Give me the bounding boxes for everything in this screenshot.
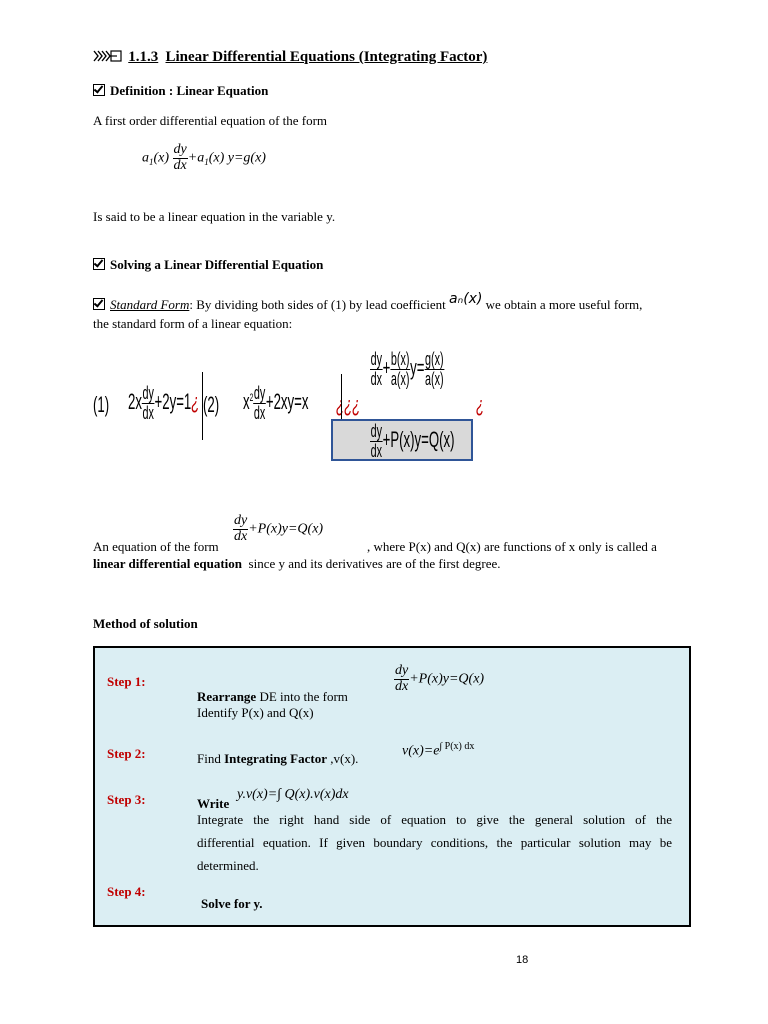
definition-conclusion: Is said to be a linear equation in the variable y. [93, 209, 336, 224]
standard-form-line1: Standard Form: By dividing both sides of (1) by lead coefficient aₙ(x) we obtain a more useful form, [93, 297, 642, 313]
linear-def-line2: linear differential equation since y and its derivatives are of the first degree. [93, 556, 501, 571]
linear-form-equation: $\frac{dy}{dx}$ +P(x)y=Q(x) [234, 513, 324, 544]
step-1-label: Step 1: [107, 674, 146, 689]
step-2-label: Step 2: [107, 746, 146, 761]
checkbox-icon [93, 84, 105, 96]
section-title: Linear Differential Equations (Integrating Factor) [165, 49, 488, 65]
equation-2: $x^2$ $\frac{dy}{dx}$ +2xy=x [243, 383, 309, 423]
equation-4: $\frac{dy}{dx}$ +P(x)y=Q(x) [370, 421, 455, 461]
linear-def-line1: An equation of the form [93, 539, 219, 554]
lead-coefficient: aₙ(x) [449, 291, 483, 307]
step-2-text: Find Integrating Factor ,v(x). [197, 751, 359, 766]
equation-bracket-1 [202, 372, 207, 440]
step-3-line1: Integrate the right hand side of equation to give the general solution of the [197, 812, 672, 827]
step-4-label: Step 4: [107, 884, 146, 899]
method-heading: Method of solution [93, 616, 198, 631]
definition-heading: Definition : Linear Equation [93, 83, 268, 99]
standard-form-line2: the standard form of a linear equation: [93, 316, 293, 331]
step-1-formula: $\frac{dy}{dx}$ +P(x)y=Q(x) [395, 663, 485, 694]
step-3-label: Step 3: [107, 792, 146, 807]
equation-1-label: (1) [93, 392, 110, 417]
step-3-formula: y.v(x)=∫ Q(x).v(x)dx [237, 787, 349, 802]
definition-intro: A first order differential equation of the form [93, 113, 328, 128]
method-box [93, 646, 691, 927]
equation-1: 2x $\frac{dy}{dx}$ +2y=1¿ [128, 383, 200, 423]
solving-heading: Solving a Linear Differential Equation [93, 257, 323, 273]
definition-equation: $a_1(x)$ $\frac{dy}{dx}$ $+a_1(x)$ y=g(x) [142, 142, 266, 173]
step-3-line2: differential equation. If given boundary conditions, the particular solution may be [197, 835, 672, 850]
step-1-text: Rearrange DE into the form [197, 689, 348, 704]
unknown-glyphs: ¿¿¿ [336, 392, 361, 417]
unknown-glyph-end: ¿ [476, 392, 485, 417]
section-bullet-icon [93, 49, 123, 63]
step-2-formula: $v(x)=e^{\int P(x) dx}$ [402, 741, 475, 759]
section-heading [93, 49, 487, 66]
step-3-line3: determined. [197, 858, 259, 873]
step-1-text2: Identify P(x) and Q(x) [197, 705, 314, 720]
checkbox-icon [93, 258, 105, 270]
section-number: 1.1.3 [128, 49, 159, 65]
checkbox-icon [93, 298, 105, 310]
linear-def-suffix: , where P(x) and Q(x) are functions of x only is called a [367, 539, 657, 554]
equation-3: $\frac{dy}{dx}$ + $\frac{b(x)}{a(x)}$ y= $\frac{g(x)}{a(x)}$ [370, 349, 444, 389]
step-4-text: Solve for y. [201, 896, 263, 911]
step-3-write: Write [197, 796, 230, 811]
equation-2-label: (2) [203, 392, 220, 417]
page-number: 18 [516, 954, 529, 966]
